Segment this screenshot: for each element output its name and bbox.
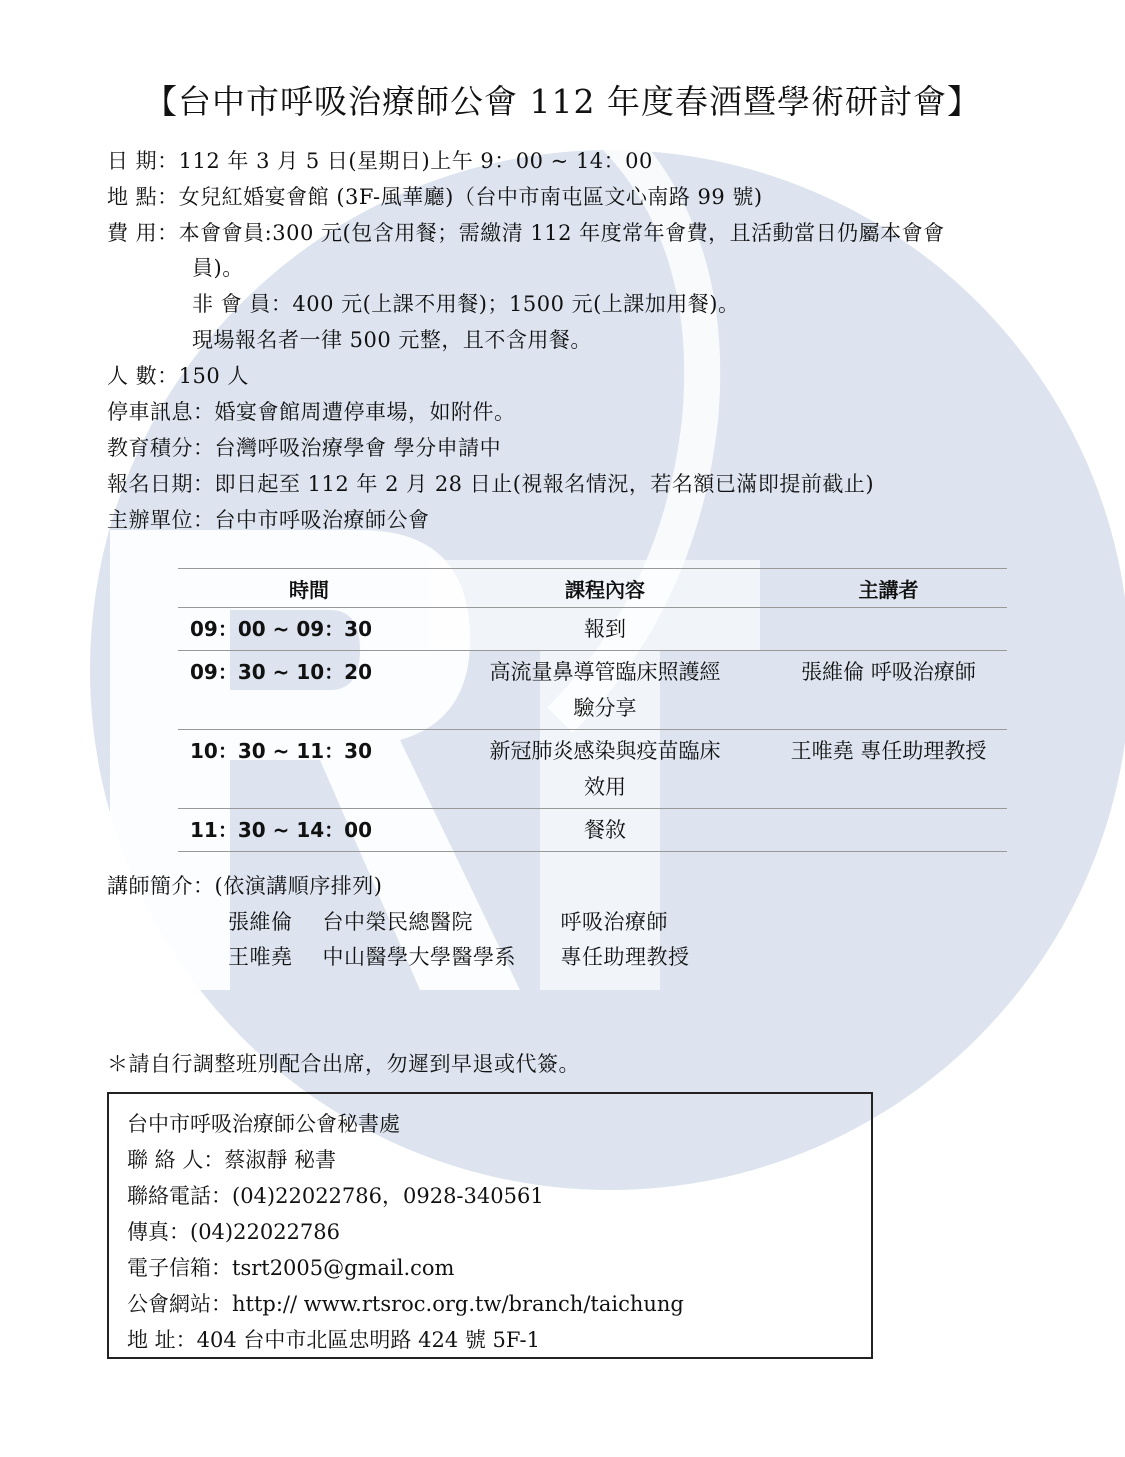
page-title: 【台中市呼吸治療師公會 112 年度春酒暨學術研討會】 bbox=[144, 82, 981, 121]
attendance-note: ＊請自行調整班別配合出席，勿遲到早退或代簽。 bbox=[107, 1052, 580, 1076]
contact-box bbox=[107, 1092, 873, 1359]
speaker-title: 專任助理教授 bbox=[560, 945, 690, 969]
contact-phone: 聯絡電話：(04)22022786，0928-340561 bbox=[127, 1184, 544, 1208]
row-time: 09：00 ~ 09：30 bbox=[178, 608, 440, 651]
header-speaker: 主講者 bbox=[770, 569, 1007, 608]
row-time: 11：30 ~ 14：00 bbox=[178, 809, 440, 852]
contact-email: 電子信箱：tsrt2005@gmail.com bbox=[127, 1256, 455, 1280]
schedule-table bbox=[178, 568, 1007, 852]
row-topic: 餐敘 bbox=[584, 818, 626, 842]
table-row bbox=[178, 651, 1007, 730]
credits-line: 教育積分：台灣呼吸治療學會 學分申請中 bbox=[107, 436, 502, 460]
count-line: 人 數：150 人 bbox=[107, 364, 249, 388]
registration-line: 報名日期：即日起至 112 年 2 月 28 日止(視報名情況，若名額已滿即提前截止) bbox=[107, 472, 875, 496]
speaker-name: 王唯堯 bbox=[228, 945, 293, 969]
speaker-org: 中山醫學大學醫學系 bbox=[322, 945, 516, 969]
row-time: 09：30 ~ 10：20 bbox=[178, 651, 440, 730]
row-speaker: 王唯堯 專任助理教授 bbox=[770, 730, 1007, 809]
contact-website: 公會網站：http:// www.rtsroc.org.tw/branch/taichung bbox=[127, 1292, 684, 1316]
contact-person: 聯 絡 人：蔡淑靜 秘書 bbox=[127, 1148, 337, 1172]
header-topic: 課程內容 bbox=[440, 569, 770, 608]
speaker-entry bbox=[228, 941, 690, 971]
fee-line-continuation: 員)。 bbox=[192, 256, 244, 280]
table-row bbox=[178, 730, 1007, 809]
parking-line: 停車訊息：婚宴會館周遭停車場，如附件。 bbox=[107, 400, 516, 424]
fee-nonmember-line: 非 會 員：400 元(上課不用餐)；1500 元(上課加用餐)。 bbox=[192, 292, 740, 316]
contact-office: 台中市呼吸治療師公會秘書處 bbox=[127, 1112, 400, 1136]
row-topic: 報到 bbox=[584, 617, 626, 641]
fee-onsite-line: 現場報名者一律 500 元整，且不含用餐。 bbox=[192, 328, 592, 352]
speaker-org: 台中榮民總醫院 bbox=[322, 910, 473, 934]
speaker-entry bbox=[228, 906, 668, 936]
row-speaker: 張維倫 呼吸治療師 bbox=[770, 651, 1007, 730]
row-time: 10：30 ~ 11：30 bbox=[178, 730, 440, 809]
contact-address: 地 址：404 台中市北區忠明路 424 號 5F-1 bbox=[127, 1328, 540, 1352]
fee-line: 費 用：本會會員:300 元(包含用餐；需繳清 112 年度常年會費，且活動當日仍屬本會會 bbox=[107, 221, 945, 245]
schedule-header-row bbox=[178, 569, 1007, 608]
row-topic: 新冠肺炎感染與疫苗臨床效用 bbox=[489, 739, 721, 799]
contact-fax: 傳真：(04)22022786 bbox=[127, 1220, 340, 1244]
speaker-name: 張維倫 bbox=[228, 910, 293, 934]
row-topic: 高流量鼻導管臨床照護經驗分享 bbox=[489, 660, 721, 720]
date-line: 日 期：112 年 3 月 5 日(星期日)上午 9：00 ~ 14：00 bbox=[107, 149, 653, 173]
speakers-heading: 講師簡介：(依演講順序排列) bbox=[107, 874, 383, 898]
speaker-title: 呼吸治療師 bbox=[560, 910, 668, 934]
header-time: 時間 bbox=[178, 569, 440, 608]
place-line: 地 點：女兒紅婚宴會館 (3F-風華廳)（台中市南屯區文心南路 99 號) bbox=[107, 185, 763, 209]
organizer-line: 主辦單位：台中市呼吸治療師公會 bbox=[107, 508, 430, 532]
table-row bbox=[178, 608, 1007, 651]
table-row bbox=[178, 809, 1007, 852]
row-speaker bbox=[770, 809, 1007, 852]
row-speaker bbox=[770, 608, 1007, 651]
